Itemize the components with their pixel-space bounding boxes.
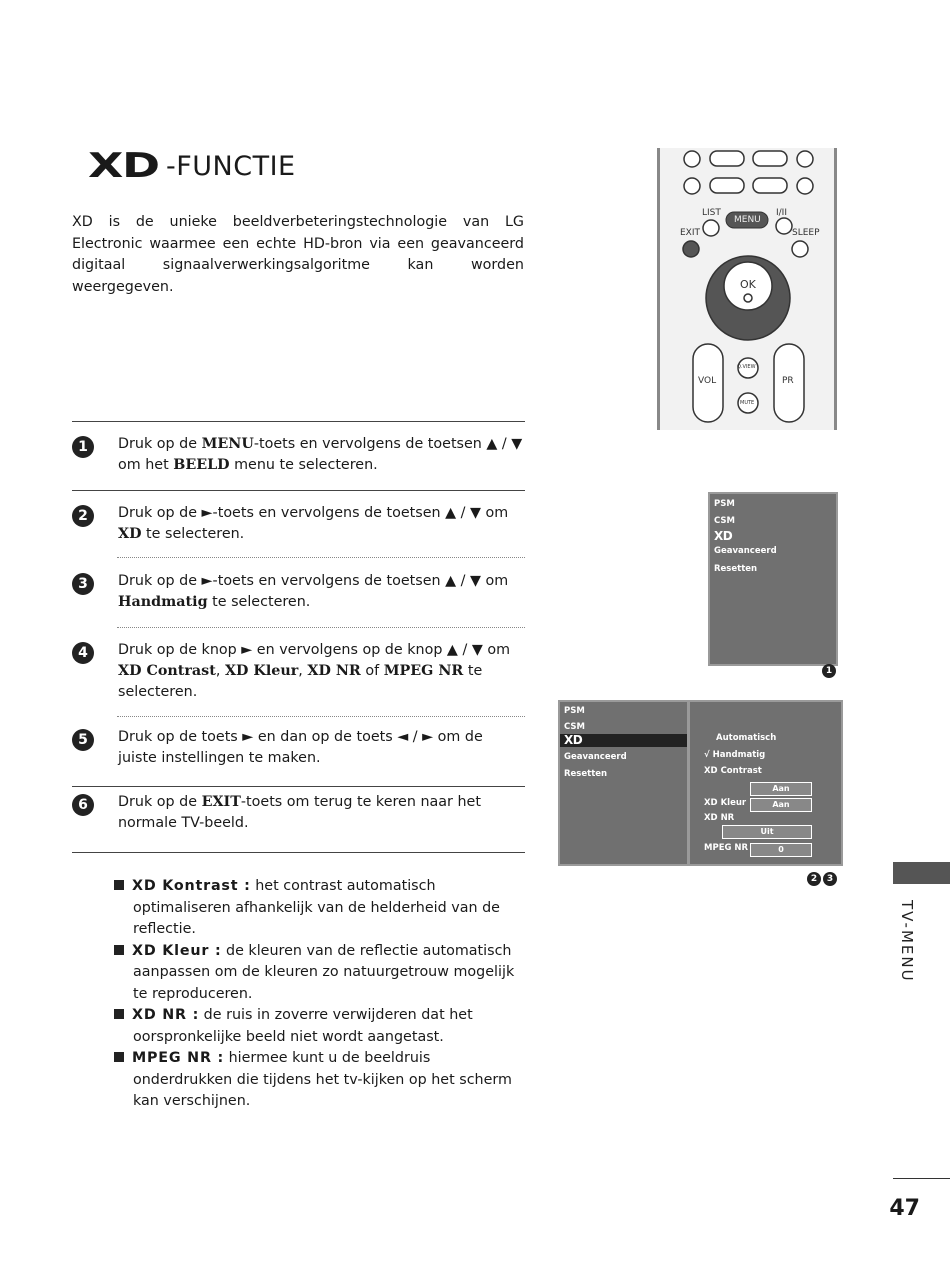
divider (72, 421, 525, 422)
menu-screen-2-right (688, 700, 843, 866)
value-xd-color: Aan (750, 798, 812, 812)
ok-label: OK (740, 278, 756, 291)
screen-badge-1: 1 (822, 664, 836, 678)
menu-item-psm: PSM (564, 706, 585, 716)
menu-item-xd: XD (714, 529, 733, 543)
label-xd-color: XD Kleur (704, 798, 747, 808)
label-xd-nr: XD NR (704, 813, 735, 823)
step-number: 3 (72, 573, 94, 595)
step-text: Druk op de knop ► en vervolgens op de knop ▲ / ▼ om XD Contrast, XD Kleur, XD NR of MPEG NR te selecteren. (118, 642, 511, 700)
menu-screen-2-left (558, 700, 689, 866)
dotted-divider (117, 716, 525, 717)
page-number: 47 (889, 1196, 920, 1221)
step-number: 2 (72, 505, 94, 527)
section-tab (893, 862, 950, 884)
feature-list (114, 876, 524, 1113)
screen-badge-2: 2 (807, 872, 821, 886)
sleep-label: SLEEP (792, 228, 820, 238)
menu-item-psm: PSM (714, 499, 735, 509)
step-text: Druk op de ►-toets en vervolgens de toetsen ▲ / ▼ om XD te selecteren. (118, 505, 509, 542)
step-number: 5 (72, 729, 94, 751)
list-item: MPEG NR : hiermee kunt u de beeldruis onderdrukken die tijdens het tv-kijken op het scherm kan verschijnen. (114, 1048, 524, 1113)
label-xd-contrast: XD Contrast (704, 766, 762, 776)
exit-label: EXIT (680, 228, 701, 238)
divider (72, 852, 525, 853)
step-number: 1 (72, 436, 94, 458)
menu-item-reset: Resetten (564, 769, 608, 779)
option-auto: Automatisch (716, 733, 777, 743)
dotted-divider (117, 627, 525, 628)
intro-paragraph: XD is de unieke beeldverbeteringstechnologie van LG Electronic waarmee een echte HD-bron via een geavanceerd digitaal signaalverwerkingsalgoritme kan worden weergegeven. (72, 214, 524, 295)
mute-label: MUTE (740, 400, 755, 406)
page-title (88, 148, 296, 184)
menu-item-csm: CSM (564, 722, 585, 732)
power-label: I/II (776, 208, 787, 218)
step-text: Druk op de ►-toets en vervolgens de toetsen ▲ / ▼ om Handmatig te selecteren. (118, 573, 509, 610)
value-xd-contrast: Aan (750, 782, 812, 796)
step-number: 6 (72, 794, 94, 816)
qview-label: Q.VIEW (737, 364, 756, 370)
menu-item-csm: CSM (714, 516, 735, 526)
step-text: Druk op de toets ► en dan op de toets ◄ / ► om de juiste instellingen te maken. (118, 729, 483, 766)
label-mpeg-nr: MPEG NR (704, 843, 749, 853)
title-text: -FUNCTIE (166, 150, 296, 182)
divider (72, 490, 525, 491)
option-manual: √ Handmatig (704, 750, 766, 760)
remote-control (657, 148, 837, 430)
menu-screen-1 (708, 492, 838, 666)
dotted-divider (117, 557, 525, 558)
section-label: TV-MENU (898, 900, 916, 983)
menu-label: MENU (734, 215, 761, 225)
screen-badge-3: 3 (823, 872, 837, 886)
list-item: XD Kleur : de kleuren van de reflectie automatisch aanpassen om de kleuren zo natuurgetrouw mogelijk te reproduceren. (114, 941, 524, 1006)
value-mpeg-nr: 0 (750, 843, 812, 857)
menu-item-advanced: Geavanceerd (564, 752, 627, 762)
xd-logo: XD (88, 146, 159, 186)
step-text: Druk op de EXIT-toets om terug te keren naar het normale TV-beeld. (118, 794, 481, 831)
list-item: XD Kontrast : het contrast automatisch optimaliseren afhankelijk van de helderheid van de reflectie. (114, 876, 524, 941)
menu-item-reset: Resetten (714, 564, 758, 574)
vol-label: VOL (698, 376, 717, 386)
list-label: LIST (702, 208, 721, 218)
list-item: XD NR : de ruis in zoverre verwijderen dat het oorspronkelijke beeld niet wordt aangetast. (114, 1005, 524, 1048)
menu-item-xd: XD (564, 733, 583, 747)
step-text: Druk op de MENU-toets en vervolgens de toetsen ▲ / ▼ om het BEELD menu te selecteren. (118, 436, 523, 473)
menu-item-advanced: Geavanceerd (714, 546, 777, 556)
pr-label: PR (782, 376, 794, 386)
divider (72, 786, 525, 787)
value-xd-nr: Uit (722, 825, 812, 839)
page-rule (893, 1178, 950, 1179)
step-number: 4 (72, 642, 94, 664)
